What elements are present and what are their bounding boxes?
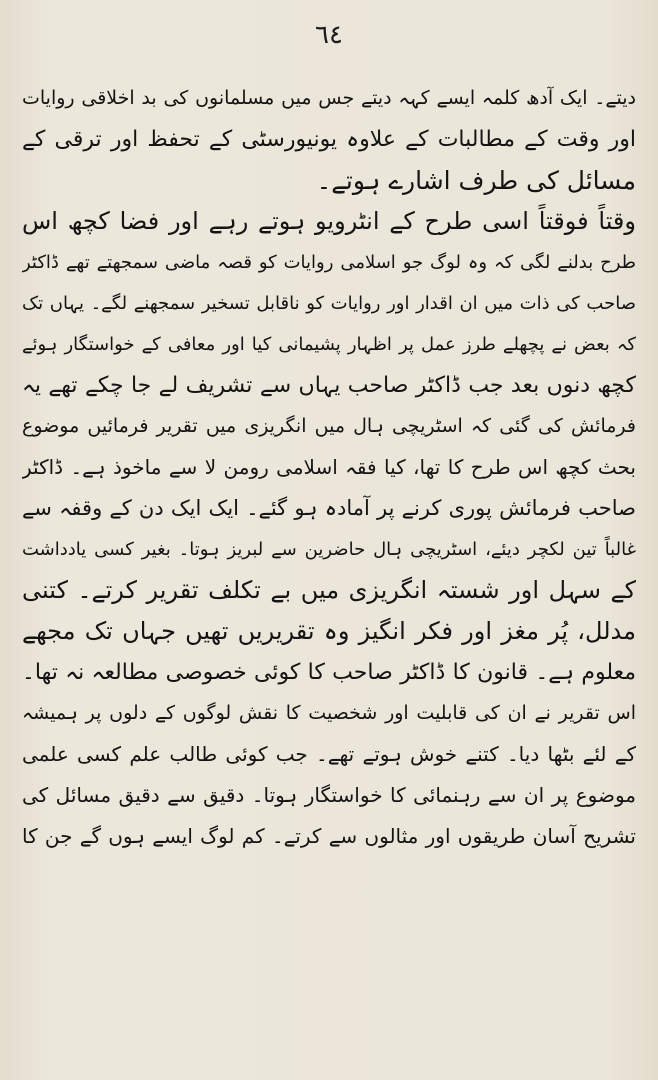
text-line: غالباً تین لکچر دیئے، اسٹریچی ہال حاضرین سے لبریز ہوتا۔ بغیر کسی یادداشت xyxy=(22,539,636,560)
text-line: صاحب کی ذات میں ان اقدار اور روایات کو ناقابل تسخیر سمجھنے لگے۔ یہاں تک xyxy=(22,293,636,314)
text-line: کچھ دنوں بعد جب ڈاکٹر صاحب یہاں سے تشریف لے جا چکے تھے یہ xyxy=(22,373,636,398)
text-line: کے سہل اور شستہ انگریزی میں بے تکلف تقریر کرتے۔ کتنی xyxy=(22,576,636,604)
text-line: صاحب فرمائش پوری کرنے پر آمادہ ہو گئے۔ ایک ایک دن کے وقفہ سے xyxy=(22,496,636,520)
text-line: اور وقت کے مطالبات کے علاوہ یونیورسٹی کے تحفظ اور ترقی کے xyxy=(22,127,636,152)
text-line: دیتے۔ ایک آدھ کلمہ ایسے کہہ دیتے جس میں مسلمانوں کی بد اخلاقی روایات xyxy=(22,87,636,109)
text-line: مسائل کی طرف اشارے ہوتے۔ xyxy=(316,166,636,195)
text-line: موضوع پر ان سے رہنمائی کا خواستگار ہوتا۔ دقیق سے دقیق مسائل کی xyxy=(22,783,636,807)
text-line: کے لئے بٹھا دیا۔ کتنے خوش ہوتے تھے۔ جب کوئی طالب علم کسی علمی xyxy=(22,742,636,766)
text-line: بحث کچھ اس طرح کا تھا، کیا فقہ اسلامی رومن لا سے ماخوذ ہے۔ ڈاکٹر xyxy=(22,455,636,479)
text-line: فرمائش کی گئی کہ اسٹریچی ہال میں انگریزی میں تقریر فرمائیں موضوع xyxy=(22,415,636,437)
text-line: وقتاً فوقتاً اسی طرح کے انٹرویو ہوتے رہے اور فضا کچھ اس xyxy=(22,207,636,235)
text-line: کہ بعض نے پچھلے طرز عمل پر اظہار پشیمانی کیا اور معافی کے خواستگار ہوئے xyxy=(22,334,636,355)
page-number: ٦٤ xyxy=(315,20,343,50)
text-line: مدلل، پُر مغز اور فکر انگیز وہ تقریریں تھیں جہاں تک مجھے xyxy=(22,617,636,645)
body-text xyxy=(22,78,636,857)
text-line: طرح بدلنے لگی کہ وہ لوگ جو اسلامی روایات کو قصہ ماضی سمجھتے تھے ڈاکٹر xyxy=(22,252,636,273)
text-line: معلوم ہے۔ قانون کا ڈاکٹر صاحب کا کوئی خصوصی مطالعہ نہ تھا۔ xyxy=(22,660,636,685)
text-line: اس تقریر نے ان کی قابلیت اور شخصیت کا نقش لوگوں کے دلوں پر ہمیشہ xyxy=(22,702,636,724)
text-line: تشریح آسان طریقوں اور مثالوں سے کرتے۔ کم لوگ ایسے ہوں گے جن کا xyxy=(22,824,636,848)
